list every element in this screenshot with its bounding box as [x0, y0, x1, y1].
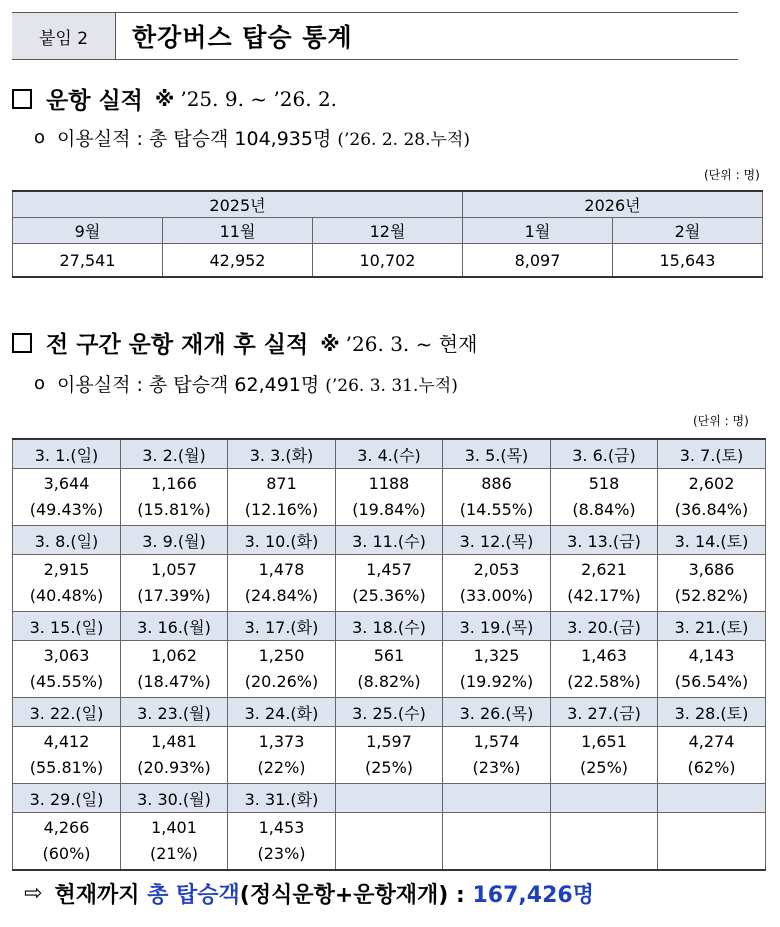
checkbox-square-icon	[12, 89, 32, 109]
usage-bullet	[34, 124, 470, 151]
ridership-percent: (22.58%)	[567, 672, 641, 691]
attachment-tag: 붙임 2	[12, 13, 116, 59]
section-title: 운항 실적	[46, 88, 143, 114]
ridership-count: 4,266	[43, 818, 90, 837]
date-cell: 3. 10.(화)	[228, 526, 336, 555]
ridership-count: 1,481	[151, 732, 197, 751]
year-header-row	[13, 191, 763, 218]
date-header-row	[13, 784, 766, 813]
date-cell: 3. 19.(목)	[443, 612, 551, 641]
ridership-count: 2,621	[581, 560, 627, 579]
ridership-count: 1,597	[366, 732, 412, 751]
count-cell	[443, 727, 551, 784]
ridership-count: 3,644	[43, 474, 90, 493]
ridership-count: 1,057	[151, 560, 197, 579]
month-header-row	[13, 218, 763, 244]
ridership-count: 1,463	[581, 646, 627, 665]
count-cell	[443, 555, 551, 612]
date-header-row	[13, 526, 766, 555]
count-cell	[121, 727, 228, 784]
date-cell: 3. 20.(금)	[551, 612, 658, 641]
ridership-count: 871	[266, 474, 297, 493]
date-cell: 3. 29.(일)	[13, 784, 121, 813]
ridership-percent: (23%)	[257, 844, 306, 863]
month-cell: 2월	[613, 218, 763, 244]
ridership-count: 1,651	[581, 732, 627, 751]
count-cell	[228, 813, 336, 871]
usage-bullet	[34, 370, 458, 397]
date-cell	[443, 784, 551, 813]
ridership-percent: (25.36%)	[352, 586, 426, 605]
count-row	[13, 555, 766, 612]
unit-label: (단위 : 명)	[693, 414, 749, 428]
ridership-count: 3,063	[43, 646, 90, 665]
ridership-percent: (8.84%)	[572, 500, 636, 519]
date-cell: 3. 11.(수)	[336, 526, 443, 555]
section-period: ※ ’25. 9. ~ ’26. 2.	[154, 86, 338, 111]
usage-text: 이용실적 : 총 탑승객 104,935명	[57, 128, 332, 150]
attachment-header	[12, 12, 738, 60]
usage-note: (’26. 2. 28.누적)	[337, 130, 470, 150]
ridership-percent: (33.00%)	[459, 586, 534, 605]
usage-note: (’26. 3. 31.누적)	[325, 376, 458, 396]
usage-text: 이용실적 : 총 탑승객 62,491명	[57, 374, 320, 396]
ridership-count: 1,062	[151, 646, 197, 665]
date-cell: 3. 6.(금)	[551, 439, 658, 469]
ridership-percent: (22%)	[257, 758, 306, 777]
grand-total	[24, 878, 594, 909]
ridership-count: 1,401	[151, 818, 197, 837]
section-period: ※ ’26. 3. ~ 현재	[320, 332, 478, 356]
section-operation-results	[12, 82, 337, 115]
date-cell	[551, 784, 658, 813]
ridership-percent: (25%)	[364, 758, 414, 777]
count-cell	[658, 727, 766, 784]
date-cell: 3. 17.(화)	[228, 612, 336, 641]
date-cell	[658, 784, 766, 813]
date-cell: 3. 18.(수)	[336, 612, 443, 641]
count-cell	[551, 641, 658, 698]
ridership-percent: (8.82%)	[357, 672, 421, 691]
ridership-percent: (19.84%)	[352, 500, 426, 519]
count-cell	[228, 727, 336, 784]
ridership-count: 561	[373, 646, 405, 665]
date-header-row	[13, 612, 766, 641]
ridership-count: 3,686	[688, 560, 735, 579]
date-cell: 3. 4.(수)	[336, 439, 443, 469]
ridership-percent: (45.55%)	[29, 672, 104, 691]
value-cell: 10,702	[313, 244, 463, 278]
date-cell: 3. 25.(수)	[336, 698, 443, 727]
total-highlight: 총 탑승객	[147, 883, 240, 908]
count-cell	[121, 813, 228, 871]
ridership-count: 1,453	[258, 818, 305, 837]
value-cell: 42,952	[163, 244, 313, 278]
count-row	[13, 641, 766, 698]
arrow-right-icon: ⇨	[24, 881, 43, 906]
ridership-count: 4,412	[43, 732, 90, 751]
date-cell: 3. 5.(목)	[443, 439, 551, 469]
date-cell: 3. 13.(금)	[551, 526, 658, 555]
daily-ridership-table	[12, 438, 766, 871]
checkbox-square-icon	[12, 333, 32, 353]
bullet-marker: o	[34, 127, 46, 148]
date-cell: 3. 8.(일)	[13, 526, 121, 555]
value-cell: 27,541	[13, 244, 163, 278]
ridership-count: 1,574	[473, 732, 520, 751]
ridership-percent: (49.43%)	[29, 500, 104, 519]
date-cell: 3. 2.(월)	[121, 439, 228, 469]
count-cell	[336, 727, 443, 784]
date-cell: 3. 30.(월)	[121, 784, 228, 813]
count-row	[13, 727, 766, 784]
month-cell: 1월	[463, 218, 613, 244]
date-cell: 3. 26.(목)	[443, 698, 551, 727]
ridership-percent: (36.84%)	[674, 500, 749, 519]
ridership-percent: (40.48%)	[29, 586, 104, 605]
count-cell	[658, 813, 766, 871]
date-cell: 3. 24.(화)	[228, 698, 336, 727]
ridership-percent: (12.16%)	[244, 500, 319, 519]
month-cell: 11월	[163, 218, 313, 244]
ridership-percent: (14.55%)	[459, 500, 534, 519]
total-value: 167,426명	[472, 883, 594, 908]
count-cell	[443, 641, 551, 698]
ridership-percent: (55.81%)	[29, 758, 104, 777]
bullet-marker: o	[34, 373, 46, 394]
count-cell	[336, 641, 443, 698]
date-cell: 3. 31.(화)	[228, 784, 336, 813]
date-cell: 3. 22.(일)	[13, 698, 121, 727]
count-cell	[551, 727, 658, 784]
ridership-count: 1,373	[258, 732, 305, 751]
ridership-count: 2,053	[473, 560, 520, 579]
count-cell	[13, 469, 121, 526]
ridership-percent: (24.84%)	[244, 586, 319, 605]
count-cell	[336, 813, 443, 871]
month-cell: 9월	[13, 218, 163, 244]
count-cell	[551, 813, 658, 871]
ridership-percent: (17.39%)	[137, 586, 211, 605]
ridership-percent: (23%)	[472, 758, 521, 777]
ridership-count: 1,325	[473, 646, 520, 665]
date-header-row	[13, 698, 766, 727]
count-cell	[443, 469, 551, 526]
section-title: 전 구간 운항 재개 후 실적	[46, 332, 309, 358]
ridership-count: 1,478	[258, 560, 305, 579]
ridership-count: 886	[481, 474, 512, 493]
count-cell	[228, 641, 336, 698]
count-cell	[121, 469, 228, 526]
total-lead: 현재까지	[54, 883, 140, 908]
date-header-row	[13, 439, 766, 469]
count-cell	[336, 469, 443, 526]
unit-label: (단위 : 명)	[704, 168, 760, 182]
date-cell: 3. 9.(월)	[121, 526, 228, 555]
ridership-count: 1,166	[151, 474, 197, 493]
count-cell	[13, 727, 121, 784]
date-cell: 3. 7.(토)	[658, 439, 766, 469]
count-cell	[658, 641, 766, 698]
ridership-count: 2,602	[688, 474, 735, 493]
ridership-percent: (56.54%)	[674, 672, 749, 691]
date-cell: 3. 28.(토)	[658, 698, 766, 727]
count-cell	[658, 555, 766, 612]
count-cell	[13, 641, 121, 698]
ridership-count: 518	[588, 474, 620, 493]
ridership-count: 1188	[368, 474, 410, 493]
date-cell: 3. 1.(일)	[13, 439, 121, 469]
date-cell: 3. 23.(월)	[121, 698, 228, 727]
count-row	[13, 469, 766, 526]
year-cell: 2025년	[13, 191, 463, 218]
value-row	[13, 244, 763, 278]
count-cell	[443, 813, 551, 871]
count-row	[13, 813, 766, 871]
month-cell: 12월	[313, 218, 463, 244]
ridership-percent: (19.92%)	[459, 672, 534, 691]
total-detail: (정식운항+운항재개) :	[239, 883, 465, 908]
count-cell	[13, 813, 121, 871]
ridership-percent: (21%)	[149, 844, 199, 863]
date-cell: 3. 21.(토)	[658, 612, 766, 641]
count-cell	[551, 555, 658, 612]
count-cell	[121, 641, 228, 698]
ridership-percent: (15.81%)	[137, 500, 211, 519]
date-cell: 3. 14.(토)	[658, 526, 766, 555]
section-resumed-results	[12, 326, 477, 359]
count-cell	[336, 555, 443, 612]
count-cell	[551, 469, 658, 526]
count-cell	[121, 555, 228, 612]
date-cell: 3. 12.(목)	[443, 526, 551, 555]
ridership-count: 4,274	[688, 732, 735, 751]
page-title: 한강버스 탑승 통계	[132, 23, 353, 52]
date-cell: 3. 27.(금)	[551, 698, 658, 727]
count-cell	[658, 469, 766, 526]
ridership-percent: (18.47%)	[137, 672, 211, 691]
ridership-count: 2,915	[43, 560, 90, 579]
ridership-percent: (25%)	[579, 758, 629, 777]
value-cell: 8,097	[463, 244, 613, 278]
date-cell: 3. 3.(화)	[228, 439, 336, 469]
date-cell: 3. 16.(월)	[121, 612, 228, 641]
year-cell: 2026년	[463, 191, 763, 218]
date-cell: 3. 15.(일)	[13, 612, 121, 641]
count-cell	[13, 555, 121, 612]
ridership-count: 4,143	[688, 646, 735, 665]
ridership-percent: (20.93%)	[137, 758, 211, 777]
ridership-percent: (62%)	[687, 758, 736, 777]
count-cell	[228, 469, 336, 526]
ridership-percent: (52.82%)	[674, 586, 749, 605]
monthly-ridership-table	[12, 190, 763, 278]
ridership-count: 1,250	[258, 646, 305, 665]
ridership-count: 1,457	[366, 560, 412, 579]
ridership-percent: (42.17%)	[567, 586, 641, 605]
value-cell: 15,643	[613, 244, 763, 278]
count-cell	[228, 555, 336, 612]
ridership-percent: (20.26%)	[244, 672, 319, 691]
ridership-percent: (60%)	[42, 844, 91, 863]
date-cell	[336, 784, 443, 813]
